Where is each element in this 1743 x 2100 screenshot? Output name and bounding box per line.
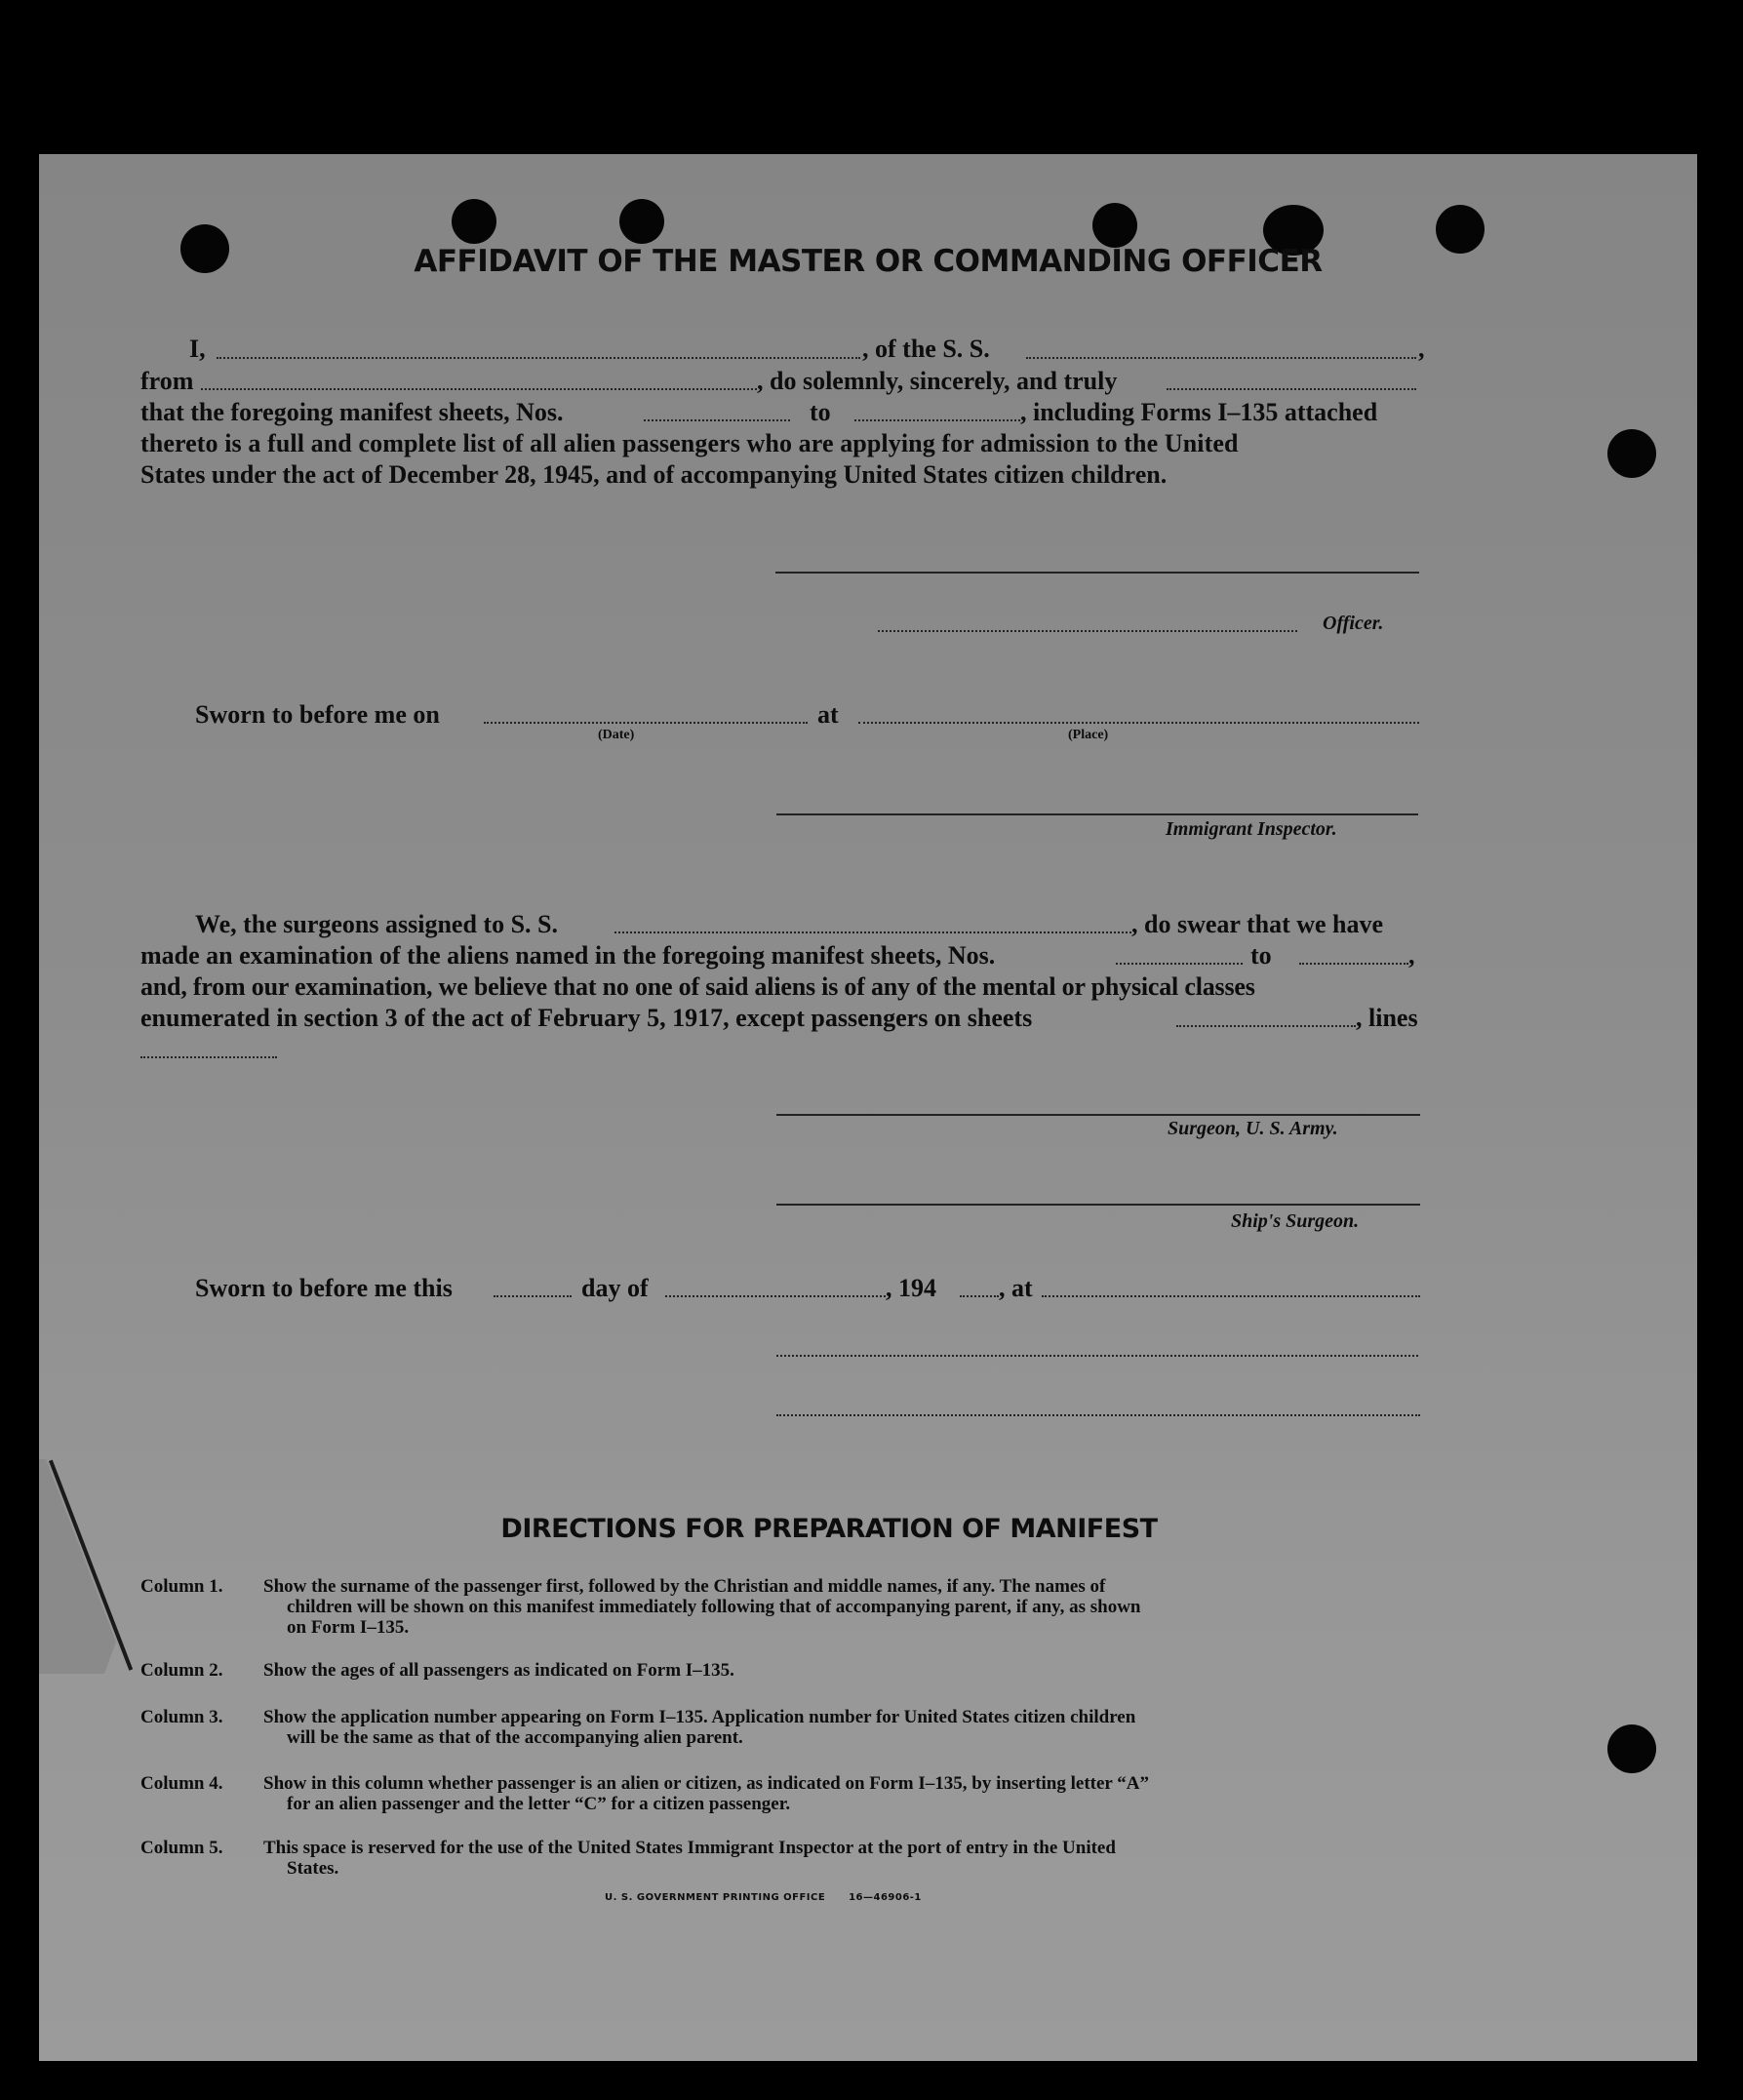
sworn-this-text: Sworn to before me this — [195, 1274, 453, 1302]
manifest-sheets-text: that the foregoing manifest sheets, Nos. — [140, 398, 564, 426]
column-5-label: Column 5. — [140, 1838, 223, 1858]
at-label-2: , at — [999, 1274, 1033, 1302]
including-forms-text: , including Forms I–135 attached — [1020, 398, 1378, 426]
affidavit-i-label: I, — [189, 335, 206, 363]
column-2-line: Show the ages of all passengers as indicated on Form I–135. — [263, 1660, 734, 1681]
surgeon-ship-field[interactable] — [614, 931, 1131, 933]
sworn2-place-field[interactable] — [1042, 1295, 1420, 1297]
sworn-month-field[interactable] — [665, 1295, 886, 1297]
master-name-field[interactable] — [217, 357, 860, 359]
from-label: from — [140, 367, 194, 395]
punch-hole — [1607, 429, 1656, 478]
surgeon-sheets-to-field[interactable] — [1299, 963, 1408, 965]
column-5-line: This space is reserved for the use of the United States Immigrant Inspector at the port of entry in the United — [263, 1838, 1116, 1858]
ship-surgeon-signature-line[interactable] — [776, 1204, 1420, 1206]
punch-hole — [1092, 203, 1137, 248]
officer-title-field[interactable] — [878, 630, 1297, 632]
enumerated-text: enumerated in section 3 of the act of February 5, 1917, except passengers on sheets — [140, 1004, 1033, 1032]
to-label: to — [810, 398, 831, 426]
date-caption: (Date) — [598, 728, 635, 742]
column-1-line: children will be shown on this manifest immediately following that of accompanying parent, if any, as shown — [287, 1597, 1141, 1617]
sworn-before-text: Sworn to before me on — [195, 700, 440, 729]
sheets-to-field[interactable] — [854, 419, 1020, 421]
master-signature-line[interactable] — [775, 572, 1419, 574]
solemnly-text: , do solemnly, sincerely, and truly — [757, 367, 1118, 395]
place-caption: (Place) — [1068, 728, 1109, 742]
sworn-place-field[interactable] — [858, 722, 1419, 724]
column-3-line: will be the same as that of the accompanying alien parent. — [287, 1727, 743, 1748]
inspector-signature-line[interactable] — [776, 813, 1418, 815]
affidavit-text-line: thereto is a full and complete list of all alien passengers who are applying for admission to the United — [140, 429, 1239, 457]
year-label: , 194 — [886, 1274, 936, 1302]
punch-hole — [452, 199, 496, 244]
form-sheet — [39, 154, 1697, 2061]
column-3-text — [263, 1707, 1424, 1748]
punch-hole — [1607, 1724, 1656, 1773]
lines-field[interactable] — [140, 1056, 277, 1058]
except-sheets-field[interactable] — [1176, 1025, 1356, 1027]
torn-corner — [39, 1459, 116, 1674]
sworn-date-field[interactable] — [484, 722, 808, 724]
of-the-ss-label: , of the S. S. — [862, 335, 990, 363]
ship-name-field[interactable] — [1026, 357, 1416, 359]
swear-field[interactable] — [1167, 388, 1416, 390]
sworn-day-field[interactable] — [494, 1295, 572, 1297]
army-surgeon-label: Surgeon, U. S. Army. — [1168, 1118, 1338, 1139]
comma: , — [1418, 335, 1425, 363]
column-2-text — [263, 1660, 1424, 1681]
column-3-label: Column 3. — [140, 1707, 223, 1727]
sworn-year-field[interactable] — [960, 1295, 999, 1297]
column-5-text — [263, 1838, 1424, 1879]
column-1-line: Show the surname of the passenger first, followed by the Christian and middle names, if any. The names of — [263, 1576, 1106, 1597]
army-surgeon-signature-line[interactable] — [776, 1114, 1420, 1116]
day-of-label: day of — [581, 1274, 649, 1302]
at-label: at — [817, 700, 839, 729]
lines-label: , lines — [1356, 1004, 1418, 1032]
column-1-text — [263, 1576, 1424, 1638]
signature-line-a[interactable] — [776, 1355, 1418, 1357]
column-1-line: on Form I–135. — [287, 1617, 410, 1638]
affidavit-text-line: States under the act of December 28, 1945, and of accompanying United States citizen children. — [140, 460, 1168, 489]
comma: , — [1408, 941, 1415, 970]
sheets-from-field[interactable] — [644, 419, 790, 421]
do-swear-text: , do swear that we have — [1131, 910, 1384, 938]
directions-title: DIRECTIONS FOR PREPARATION OF MANIFEST — [500, 1514, 1158, 1544]
column-2-label: Column 2. — [140, 1660, 223, 1681]
surgeon-sheets-from-field[interactable] — [1116, 963, 1243, 965]
signature-line-b[interactable] — [776, 1414, 1420, 1416]
column-3-line: Show the application number appearing on Form I–135. Application number for United States citizen children — [263, 1707, 1136, 1727]
affidavit-title: AFFIDAVIT OF THE MASTER OR COMMANDING OFFICER — [414, 244, 1323, 279]
surgeons-text-line: and, from our examination, we believe that no one of said aliens is of any of the mental or physical classes — [140, 972, 1255, 1001]
column-4-label: Column 4. — [140, 1773, 223, 1794]
column-4-line: Show in this column whether passenger is an alien or citizen, as indicated on Form I–135, by inserting letter “A” — [263, 1773, 1149, 1794]
punch-hole — [619, 199, 664, 244]
examination-text: made an examination of the aliens named in the foregoing manifest sheets, Nos. — [140, 941, 996, 970]
printing-office-footer: U. S. GOVERNMENT PRINTING OFFICE 16—46906-1 — [605, 1892, 922, 1903]
to-label: to — [1250, 941, 1272, 970]
surgeons-text: We, the surgeons assigned to S. S. — [195, 910, 558, 938]
ship-surgeon-label: Ship's Surgeon. — [1231, 1210, 1360, 1232]
inspector-label: Immigrant Inspector. — [1166, 818, 1337, 840]
column-1-label: Column 1. — [140, 1576, 223, 1597]
officer-label: Officer. — [1323, 613, 1384, 634]
from-port-field[interactable] — [201, 388, 757, 390]
column-4-line: for an alien passenger and the letter “C” for a citizen passenger. — [287, 1794, 791, 1814]
column-5-line: States. — [287, 1858, 339, 1879]
column-4-text — [263, 1773, 1424, 1814]
